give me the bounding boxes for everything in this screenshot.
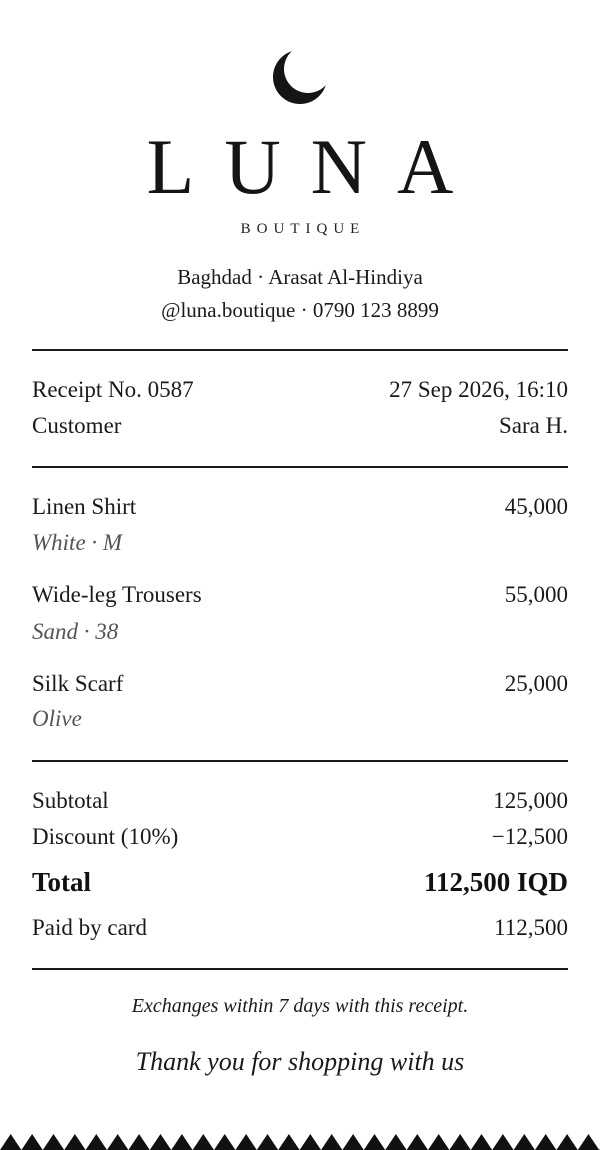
- divider: [32, 760, 568, 762]
- customer-row: [32, 413, 568, 439]
- customer-label: Customer: [32, 413, 122, 438]
- line-item: [32, 494, 568, 520]
- receipt-datetime: 27 Sep 2026, 16:10: [389, 377, 568, 402]
- thank-you-message: Thank you for shopping with us: [135, 1047, 465, 1076]
- subtotal-row: [32, 788, 568, 814]
- item-name: Wide-leg Trousers: [32, 582, 202, 607]
- discount-value: −12,500: [491, 824, 568, 849]
- divider: [32, 466, 568, 468]
- exchange-policy-note: Exchanges within 7 days with this receipt.: [131, 995, 469, 1017]
- total-value: 112,500 IQD: [423, 867, 568, 897]
- discount-row: [32, 824, 568, 850]
- item-variant: Sand · 38: [32, 619, 119, 644]
- brand-subtitle: BOUTIQUE: [240, 221, 366, 237]
- item-name: Linen Shirt: [32, 494, 137, 519]
- store-contact: @luna.boutique · 0790 123 8899: [161, 298, 439, 322]
- item-price: 25,000: [504, 671, 568, 696]
- divider: [32, 349, 568, 351]
- line-item: [32, 582, 568, 608]
- payment-row: [32, 915, 568, 941]
- torn-edge: [0, 1132, 600, 1150]
- customer-name: Sara H.: [499, 413, 568, 438]
- item-name: Silk Scarf: [32, 671, 124, 696]
- subtotal-label: Subtotal: [32, 788, 109, 813]
- crescent-moon-icon: [270, 47, 330, 107]
- receipt-meta-row: [32, 377, 568, 403]
- item-price: 45,000: [504, 494, 568, 519]
- subtotal-value: 125,000: [493, 788, 568, 813]
- item-variant: Olive: [32, 706, 82, 731]
- divider: [32, 968, 568, 970]
- total-label: Total: [32, 867, 92, 897]
- store-address: Baghdad · Arasat Al-Hindiya: [177, 265, 423, 289]
- total-row: [32, 867, 568, 898]
- brand-name: LUNA: [146, 123, 484, 210]
- receipt-number: Receipt No. 0587: [32, 377, 194, 402]
- item-price: 55,000: [504, 582, 568, 607]
- payment-label: Paid by card: [32, 915, 147, 940]
- payment-value: 112,500: [494, 915, 568, 940]
- line-item: [32, 671, 568, 697]
- item-variant: White · M: [32, 530, 123, 555]
- discount-label: Discount (10%): [32, 824, 179, 849]
